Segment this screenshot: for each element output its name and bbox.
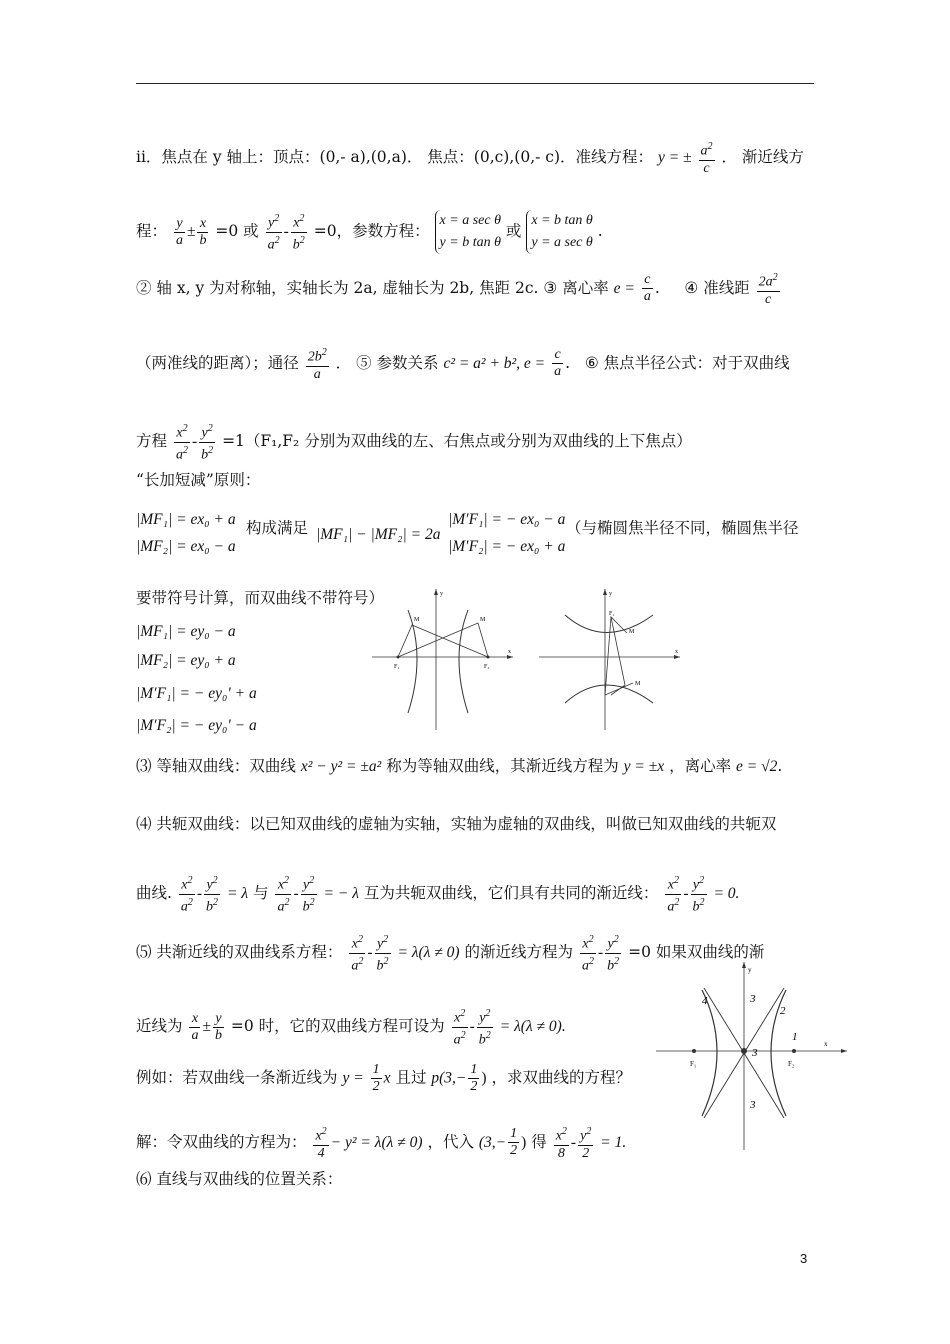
ecc-label: e = [613, 279, 635, 297]
line-11-lead: 曲线. [136, 884, 172, 903]
frac-y2-b2: $\frac{y^2}{b^2}$ [201, 423, 214, 463]
frac-x2a2-6: $\frac{x^2}{a^2}$ [453, 1008, 466, 1048]
my4-eq: |M′F₂| = − ey₀′ − a [136, 717, 257, 734]
directrix-eq: y = ± [657, 148, 692, 166]
text-line-14: 例如：若双曲线一条渐近线为 y = $\frac{1}{2}$ x 且过 p(3,− $\frac{1}{2}$ ) ，求双曲线的方程？ [136, 1062, 632, 1094]
svg-text:F₁: F₁ [609, 611, 615, 617]
line-12-mid: 的渐近线方程为 [464, 943, 574, 962]
text-line-4: （两准线的距离）；通径 $\frac{2b^2}{a}$ ． ⑤ 参数关系 c² = a² + b², e = $\frac{c}{a}$ . ⑥ 焦点半径公式：对于双曲线 [136, 347, 790, 382]
construct-text: 构成满足 [246, 519, 309, 537]
param-system-2: x = b tan θ y = a sec θ [526, 210, 592, 254]
eq-zero: = 0. [713, 885, 740, 903]
text-line-6: “长加短减”原则： [136, 471, 261, 489]
line-12-lead: ⑸ 共渐近线的双曲线系方程： [136, 943, 343, 962]
asymptote-eq: y = ±x [623, 758, 665, 775]
line-4-text: （两准线的距离）；通径 [136, 353, 299, 372]
equiaxial-eq: x² − y² = ±a² [300, 758, 382, 775]
line-3-directrix-dist: ④ 准线距 [684, 278, 750, 297]
frac-x2-8: $\frac{x^2}{8}$ [555, 1126, 567, 1161]
svg-text:3: 3 [752, 1047, 758, 1059]
mf2-eq: |MF₂| = ex₀ − a [136, 538, 236, 555]
param-relation: c² = a² + b², e = [443, 354, 546, 372]
example-point: p(3,− [431, 1069, 467, 1087]
ellipse-note: （与椭圆焦半径不同，椭圆焦半径 [566, 519, 799, 537]
frac-1-2: $\frac{1}{2}$ [372, 1062, 380, 1094]
frac-c-a-2: $\frac{c}{a}$ [554, 347, 562, 380]
svg-text:1: 1 [792, 1031, 798, 1043]
line-4-focal: ⑥ 焦点半径公式：对于双曲线 [584, 353, 790, 372]
svg-text:x: x [675, 649, 678, 655]
solution-eq: − y² = λ(λ ≠ 0) [330, 1133, 423, 1151]
frac-1-2c: $\frac{1}{2}$ [510, 1126, 518, 1159]
line-2-or: =0 或 [215, 222, 259, 240]
mf3-eq: |M′F₁| = − ex₀ − a [448, 511, 566, 528]
figure-asymptote-regions [652, 958, 852, 1154]
my3-eq: |M′F₁| = − ey₀′ + a [136, 685, 257, 702]
line-5-text: =1（F₁,F₂ 分别为双曲线的左、右焦点或分别为双曲线的上下焦点） [222, 432, 692, 451]
line-5-lead: 方程 [136, 432, 168, 451]
figure-horizontal-hyperbola [368, 585, 518, 735]
line-14-lead: 例如：若双曲线一条渐近线为 [136, 1068, 338, 1087]
line-13-mid: =0 时，它的双曲线方程可设为 [230, 1017, 445, 1036]
text-line-5: 方程 $\frac{x^2}{a^2}$ - $\frac{y^2}{b^2}$ =1（F₁,F₂ 分别为双曲线的左、右焦点或分别为双曲线的上下焦点） [136, 423, 692, 463]
lambda-ne-zero-2: = λ(λ ≠ 0). [499, 1018, 566, 1036]
frac-x-b: $\frac{x}{b}$ [199, 215, 207, 248]
lambda-ne-zero: = λ(λ ≠ 0) [397, 944, 460, 962]
svg-text:x: x [824, 1040, 828, 1048]
line-12-tail: =0 如果双曲线的渐 [628, 943, 765, 962]
frac-y2-2: $\frac{y^2}{2}$ [580, 1126, 592, 1161]
frac-x2-a2: $\frac{x^2}{a^2}$ [175, 423, 188, 463]
frac-2b2-a: $\frac{2b^2}{a}$ [307, 347, 327, 382]
svg-text:M: M [480, 617, 486, 623]
line-14-through: 且过 [395, 1068, 427, 1087]
line-2-or2: 或 [505, 222, 522, 240]
frac-x2a2-1: $\frac{x^2}{a^2}$ [180, 875, 193, 915]
svg-text:M: M [635, 681, 641, 687]
ecc-sqrt2: e = √2 [736, 758, 778, 775]
svg-text:3: 3 [750, 1099, 756, 1111]
line-15-lead: 解：令双曲线的方程为： [136, 1132, 307, 1151]
text-line-3: ② 轴 x, y 为对称轴，实轴长为 2a, 虚轴长为 2b, 焦距 2c. ③ 离心率 e = $\frac{c}{a}$ . ④ 准线距 $\frac{2a^2}{c}$ [136, 272, 778, 307]
frac-y2b2-1: $\frac{y^2}{b^2}$ [206, 875, 219, 915]
svg-text:x: x [508, 649, 511, 655]
line-15-get: 得 [531, 1132, 547, 1151]
svg-text:3: 3 [750, 993, 756, 1005]
frac-x2-b2: $\frac{x^2}{b^2}$ [292, 212, 305, 253]
text-line-9: ⑶ 等轴双曲线：双曲线 x² − y² = ±a² 称为等轴双曲线，其渐近线方程为 y = ±x ，离心率 e = √2. [136, 757, 783, 775]
frac-x2a2-2: $\frac{x^2}{a^2}$ [277, 875, 290, 915]
line-9-ecc: ，离心率 [669, 757, 732, 775]
line-13-lead: 近线为 [136, 1017, 183, 1036]
line-2-param: =0，参数方程： [313, 222, 430, 240]
frac-x2a2-3: $\frac{x^2}{a^2}$ [667, 875, 680, 915]
text-line-13: 近线为 $\frac{x}{a}$ ± $\frac{y}{b}$ =0 时，它的双曲线方程可设为 $\frac{x^2}{a^2}$ - $\frac{y^2}{b^2}$ = λ(λ ≠ 0). [136, 1008, 566, 1048]
frac-x2a2-4: $\frac{x^2}{a^2}$ [351, 934, 364, 974]
svg-text:y: y [440, 591, 443, 597]
example-asym: y = [342, 1069, 364, 1087]
frac-x2-4: $\frac{x^2}{4}$ [315, 1126, 327, 1161]
line-9-mid: 称为等轴双曲线，其渐近线方程为 [386, 757, 619, 775]
svg-text:4: 4 [702, 995, 708, 1007]
line-1-tail: ． 渐近线方 [721, 147, 804, 166]
frac-y-b: $\frac{y}{b}$ [214, 1010, 222, 1043]
svg-text:F₂: F₂ [788, 1060, 795, 1068]
fraction-a2-over-c: $\frac{a^2}{c}$ [700, 141, 713, 176]
line-15-sub: ，代入 [427, 1132, 474, 1151]
line-14-tail: ，求双曲线的方程？ [491, 1068, 632, 1087]
svg-text:y: y [748, 966, 752, 974]
frac-y2b2-6: $\frac{y^2}{b^2}$ [478, 1008, 491, 1048]
line-2-lead: 程： [136, 222, 168, 240]
my1-eq: |MF₁| = ey₀ − a [136, 623, 236, 640]
frac-x-a: $\frac{x}{a}$ [191, 1010, 199, 1043]
text-line-8: 要带符号计算，而双曲线不带符号） [136, 589, 385, 607]
param-system-1: x = a sec θ y = b tan θ [435, 210, 501, 254]
mf1-eq: |MF₁| = ex₀ + a [136, 511, 236, 528]
text-line-11: 曲线. $\frac{x^2}{a^2}$ - $\frac{y^2}{b^2}$ = λ 与 $\frac{x^2}{a^2}$ - $\frac{y^2}{b^2}$ = − λ 互为共轭双曲线，它们具有共同的渐近线： $\frac{x^2}{a^2}$ - $\frac{y^2}{b^2}$ = 0. [136, 875, 740, 915]
text-line-2: 程： $\frac{y}{a}$ ± $\frac{x}{b}$ =0 或 $\frac{y^2}{a^2}$ - $\frac{x^2}{b^2}$ =0，参数方程： x = a sec θ y = b tan θ 或 x = b tan θ y = a sec θ . [136, 210, 603, 254]
text-line-1 [136, 139, 804, 177]
line-4-param: ． ⑤ 参数关系 [335, 353, 439, 372]
frac-c-a: $\frac{c}{a}$ [643, 272, 651, 305]
frac-y2b2-2: $\frac{y^2}{b^2}$ [302, 875, 315, 915]
frac-y2b2-4: $\frac{y^2}{b^2}$ [376, 934, 389, 974]
svg-text:F₂: F₂ [484, 664, 490, 670]
text-line-15: 解：令双曲线的方程为： $\frac{x^2}{4}$ − y² = λ(λ ≠ 0) ，代入 (3,− $\frac{1}{2}$ ) 得 $\frac{x^2}{8}$ - $\frac{y^2}{2}$ = 1. [136, 1126, 627, 1161]
svg-text:2: 2 [780, 1005, 786, 1017]
header-rule [136, 83, 814, 84]
solution-point: (3,− [478, 1133, 507, 1151]
line-3-text: ② 轴 x, y 为对称轴，实轴长为 2a, 虚轴长为 2b, 焦距 2c. ③ 离心率 [136, 278, 609, 297]
frac-y2-a2: $\frac{y^2}{a^2}$ [267, 212, 280, 253]
svg-text:F₁: F₁ [394, 664, 400, 670]
text-line-16: ⑹ 直线与双曲线的位置关系： [136, 1170, 343, 1188]
mf-condition: |MF₁| − |MF₂| = 2a [316, 526, 441, 543]
frac-y2b2-3: $\frac{y^2}{b^2}$ [692, 875, 705, 915]
frac-1-2b: $\frac{1}{2}$ [470, 1062, 478, 1094]
mf4-eq: |M′F₂| = − ex₀ + a [448, 538, 566, 555]
solution-result: = 1. [600, 1133, 627, 1151]
svg-text:F₁: F₁ [690, 1060, 697, 1068]
frac-y2b2-5: $\frac{y^2}{b^2}$ [607, 934, 620, 974]
frac-x2a2-5: $\frac{x^2}{a^2}$ [581, 934, 594, 974]
figure-vertical-hyperbola [535, 585, 685, 735]
svg-text:M: M [414, 617, 420, 623]
line-1-text: ii．焦点在 y 轴上：顶点：(0,- a),(0,a)． 焦点：(0,c),(0,- c)．准线方程： [136, 147, 654, 166]
line-9-lead: ⑶ 等轴双曲线：双曲线 [136, 757, 296, 775]
text-line-10: ⑷ 共轭双曲线：以已知双曲线的虚轴为实轴，实轴为虚轴的双曲线，叫做已知双曲线的共轭双 [136, 815, 777, 833]
text-line-12: ⑸ 共渐近线的双曲线系方程： $\frac{x^2}{a^2}$ - $\frac{y^2}{b^2}$ = λ(λ ≠ 0) 的渐近线方程为 $\frac{x^2}{a^2}$ - $\frac{y^2}{b^2}$ =0 如果双曲线的渐 [136, 934, 765, 974]
frac-y-a: $\frac{y}{a}$ [175, 215, 183, 248]
eq-neg-lambda: = − λ [323, 885, 359, 903]
frac-2a2-c: $\frac{2a^2}{c}$ [758, 272, 778, 307]
line-11-and: 与 [252, 884, 269, 903]
my2-eq: |MF₂| = ey₀ + a [136, 652, 236, 669]
svg-text:y: y [609, 591, 612, 597]
svg-text:M: M [629, 629, 635, 635]
eq-lambda: = λ [226, 885, 249, 903]
page-number: 3 [800, 1251, 808, 1266]
line-11-mid: 互为共轭双曲线，它们具有共同的渐近线： [363, 884, 659, 903]
